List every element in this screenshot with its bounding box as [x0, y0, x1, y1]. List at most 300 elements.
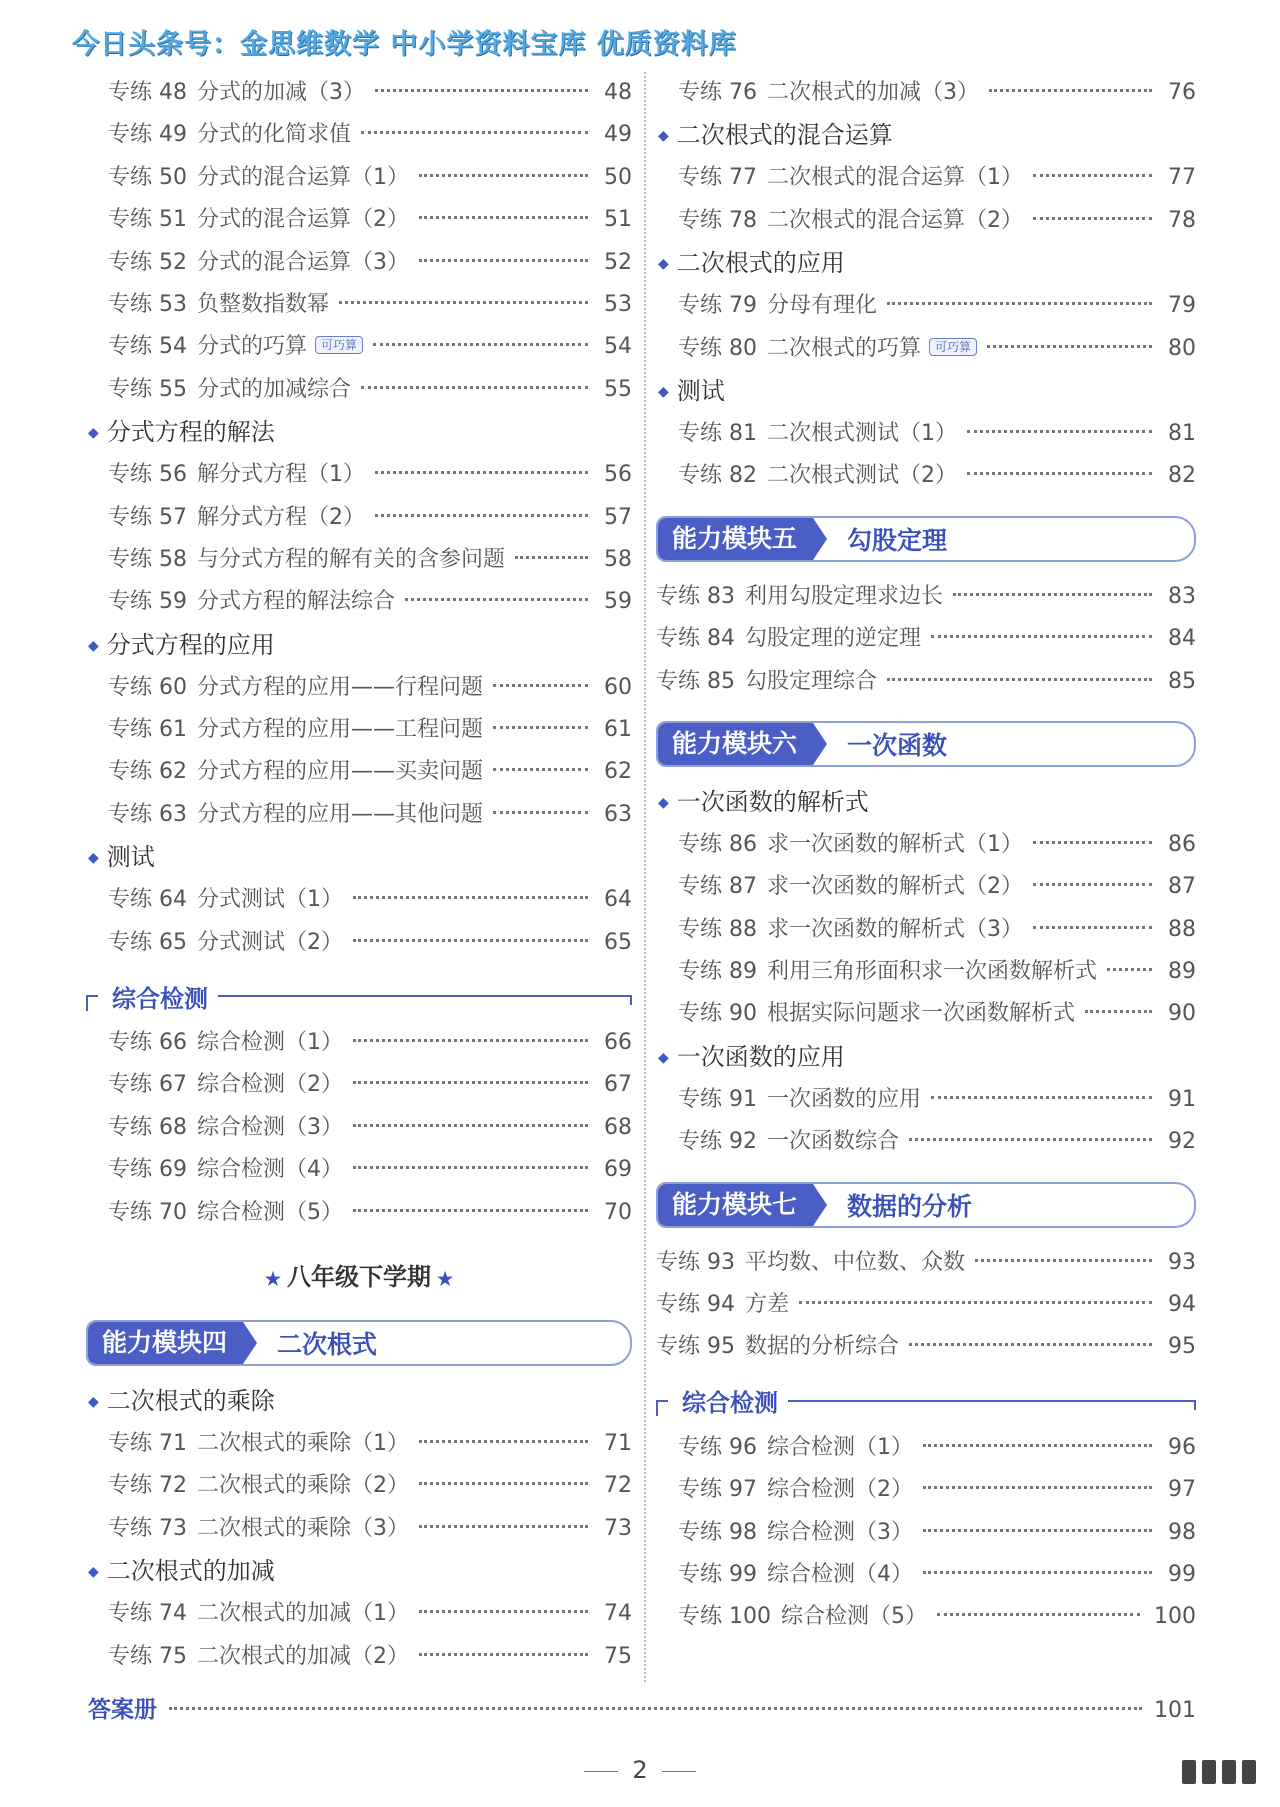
dot-leader [493, 726, 588, 729]
toc-entry[interactable] [656, 1284, 1196, 1326]
section-heading [86, 836, 632, 879]
entry-number: 专练 55 [108, 376, 187, 402]
entry-number: 专练 65 [108, 929, 187, 955]
entry-number: 专练 89 [678, 959, 757, 985]
watermark-bar [1202, 1760, 1216, 1784]
entry-number: 专练 53 [108, 291, 187, 317]
entry-title: 利用勾股定理求边长 [745, 583, 944, 609]
toc-entry[interactable] [86, 284, 632, 326]
entry-page: 75 [604, 1643, 632, 1669]
entry-page: 83 [1168, 583, 1196, 609]
entry-number: 专练 62 [108, 759, 187, 785]
answer-book-entry[interactable] [88, 1690, 1196, 1730]
dot-leader [493, 684, 588, 687]
module-label: 能力模块七 [658, 1184, 813, 1226]
footer-dash-right [662, 1771, 696, 1772]
toc-entry[interactable] [86, 667, 632, 709]
entry-page: 51 [604, 207, 632, 233]
entry-title: 综合检测（1） [197, 1030, 343, 1056]
entry-page: 49 [604, 122, 632, 148]
module-header [656, 516, 1196, 562]
entry-number: 专练 77 [678, 165, 757, 191]
dot-leader [1033, 217, 1152, 220]
heading-rule [218, 995, 630, 997]
module-header [86, 1320, 632, 1366]
entry-page: 92 [1168, 1129, 1196, 1155]
entry-title: 求一次函数的解析式（3） [767, 916, 1023, 942]
toc-entry[interactable] [656, 661, 1196, 703]
toc-entry[interactable] [86, 581, 632, 623]
page-number: 2 [632, 1756, 648, 1784]
dot-leader [419, 1525, 588, 1528]
toc-entry[interactable] [86, 1022, 632, 1064]
entry-page: 67 [604, 1072, 632, 1098]
entry-page: 64 [604, 887, 632, 913]
entry-number: 专练 72 [108, 1473, 187, 1499]
section-title: 测试 [676, 376, 725, 405]
toc-entry[interactable] [656, 285, 1196, 327]
section-title: 二次根式的乘除 [106, 1386, 275, 1415]
section-heading [656, 114, 1196, 157]
toc-entry[interactable] [656, 1242, 1196, 1284]
dot-leader [923, 1529, 1152, 1532]
entry-title: 勾股定理的逆定理 [745, 626, 922, 652]
entry-page: 72 [604, 1473, 632, 1499]
dot-leader [909, 1343, 1152, 1346]
toc-entry[interactable] [86, 1423, 632, 1465]
section-heading [656, 242, 1196, 285]
toc-entry[interactable] [86, 751, 632, 793]
watermark-bar [1182, 1760, 1196, 1784]
entry-title: 二次根式的加减（2） [197, 1643, 409, 1669]
entry-page: 59 [604, 589, 632, 615]
toc-entry[interactable] [86, 1064, 632, 1106]
entry-number: 专练 73 [108, 1515, 187, 1541]
entry-page: 96 [1168, 1434, 1196, 1460]
dot-leader [909, 1138, 1152, 1141]
entry-page: 85 [1168, 668, 1196, 694]
entry-number: 专练 96 [678, 1434, 757, 1460]
entry-number: 专练 76 [678, 80, 757, 105]
star-icon: ★ [264, 1268, 281, 1290]
section-heading [656, 370, 1196, 413]
entry-number: 专练 79 [678, 293, 757, 319]
entry-title: 分式的加减综合 [197, 376, 352, 402]
entry-title: 综合检测（4） [767, 1561, 913, 1587]
dot-leader [1085, 1010, 1152, 1013]
module-label: 能力模块六 [658, 723, 813, 765]
entry-number: 专练 90 [678, 1001, 757, 1027]
section-title: 二次根式的应用 [676, 249, 845, 278]
entry-page: 55 [604, 376, 632, 402]
entry-page: 62 [604, 759, 632, 785]
section-title: 一次函数的应用 [676, 1042, 845, 1071]
toc-entry[interactable] [86, 369, 632, 411]
diamond-icon: ◆ [88, 850, 99, 867]
entry-title: 二次根式的乘除（2） [197, 1473, 409, 1499]
section-title: 二次根式的加减 [106, 1557, 275, 1586]
entry-title: 综合检测（5） [197, 1199, 343, 1225]
entry-page: 69 [604, 1157, 632, 1183]
dot-leader [1033, 174, 1152, 177]
entry-page: 66 [604, 1030, 632, 1056]
entry-page: 81 [1168, 420, 1196, 446]
dot-leader [419, 1482, 588, 1485]
entry-number: 专练 84 [656, 626, 735, 652]
toc-entry[interactable] [656, 1554, 1196, 1596]
dot-leader [967, 430, 1152, 433]
toc-entry[interactable] [86, 497, 632, 539]
entry-number: 专练 49 [108, 122, 187, 148]
entry-number: 专练 78 [678, 207, 757, 233]
diamond-icon: ◆ [88, 1564, 99, 1581]
entry-title: 求一次函数的解析式（1） [767, 831, 1023, 857]
toc-entry[interactable] [656, 824, 1196, 866]
section-heading [86, 411, 632, 454]
dot-leader [353, 1124, 588, 1127]
entry-number: 专练 58 [108, 546, 187, 572]
entry-number: 专练 69 [108, 1157, 187, 1183]
entry-title: 根据实际问题求一次函数解析式 [767, 1001, 1076, 1027]
toc-entry[interactable] [656, 1512, 1196, 1554]
comprehensive-test-heading [86, 976, 632, 1016]
entry-page: 77 [1168, 165, 1196, 191]
entry-title: 综合检测（2） [197, 1072, 343, 1098]
toc-entry[interactable] [656, 909, 1196, 951]
footer-dash-left [584, 1771, 618, 1772]
entry-number: 专练 52 [108, 249, 187, 275]
section-heading [656, 1036, 1196, 1079]
module-label: 能力模块五 [658, 518, 813, 560]
entry-title: 综合检测（3） [767, 1519, 913, 1545]
entry-title: 综合检测（4） [197, 1157, 343, 1183]
entry-number: 专练 94 [656, 1292, 735, 1318]
toc-entry[interactable] [656, 328, 1196, 370]
entry-number: 专练 68 [108, 1114, 187, 1140]
entry-page: 74 [604, 1601, 632, 1627]
dot-leader [361, 131, 588, 134]
dot-leader [975, 1259, 1152, 1262]
section-title: 一次函数的解析式 [676, 787, 869, 816]
toc-entry[interactable] [86, 454, 632, 496]
section-heading [86, 1380, 632, 1423]
entry-number: 专练 100 [678, 1604, 771, 1630]
dot-leader [887, 302, 1152, 305]
entry-page: 98 [1168, 1519, 1196, 1545]
toc-entry[interactable] [86, 1149, 632, 1191]
dot-leader [353, 1039, 588, 1042]
entry-title: 分式测试（1） [197, 887, 343, 913]
diamond-icon: ◆ [658, 794, 669, 811]
toc-entry[interactable] [656, 1079, 1196, 1121]
entry-number: 专练 51 [108, 207, 187, 233]
entry-number: 专练 87 [678, 874, 757, 900]
entry-number: 专练 82 [678, 463, 757, 489]
entry-page: 90 [1168, 1001, 1196, 1027]
dot-leader [953, 593, 1152, 596]
semester-title: 八年级下学期 [287, 1261, 431, 1291]
entry-title: 综合检测（1） [767, 1434, 913, 1460]
dot-leader [353, 1209, 588, 1212]
entry-page: 89 [1168, 959, 1196, 985]
module-label: 能力模块四 [88, 1322, 243, 1364]
entry-number: 专练 81 [678, 420, 757, 446]
entry-page: 52 [604, 249, 632, 275]
star-icon: ★ [437, 1268, 454, 1290]
entry-title: 分母有理化 [767, 293, 878, 319]
toc-entry[interactable] [86, 1593, 632, 1635]
entry-title: 分式的化简求值 [197, 122, 352, 148]
entry-page: 99 [1168, 1561, 1196, 1587]
module-name: 一次函数 [847, 730, 948, 760]
watermark-bar [1242, 1760, 1256, 1784]
dot-leader [493, 811, 588, 814]
toc-entry[interactable] [86, 72, 632, 114]
entry-title: 一次函数综合 [767, 1129, 900, 1155]
toc-entry[interactable] [86, 1465, 632, 1507]
diamond-icon: ◆ [88, 1393, 99, 1410]
toc-entry[interactable] [656, 1427, 1196, 1469]
toc-entry[interactable] [86, 794, 632, 836]
entry-number: 专练 50 [108, 164, 187, 190]
toc-entry[interactable] [86, 1192, 632, 1234]
toc-entry[interactable] [86, 1508, 632, 1550]
entry-page: 93 [1168, 1249, 1196, 1275]
answer-book-page: 101 [1154, 1698, 1196, 1723]
dot-leader [1033, 841, 1152, 844]
entry-page: 86 [1168, 831, 1196, 857]
dot-leader [799, 1301, 1152, 1304]
entry-number: 专练 67 [108, 1072, 187, 1098]
toc-entry[interactable] [656, 1121, 1196, 1163]
entry-title: 分式方程的应用——行程问题 [197, 674, 484, 700]
dot-leader [373, 343, 588, 346]
entry-number: 专练 74 [108, 1601, 187, 1627]
toc-entry[interactable] [656, 455, 1196, 497]
entry-number: 专练 56 [108, 462, 187, 488]
toc-entry[interactable] [656, 866, 1196, 908]
entry-title: 解分式方程（1） [197, 462, 365, 488]
diamond-icon: ◆ [658, 256, 669, 273]
dot-leader [923, 1444, 1152, 1447]
toc-entry[interactable] [656, 1596, 1196, 1638]
entry-page: 79 [1168, 293, 1196, 319]
toc-entry[interactable] [656, 993, 1196, 1035]
entry-number: 专练 66 [108, 1030, 187, 1056]
toc-entry[interactable] [656, 618, 1196, 660]
toc-entry[interactable] [86, 709, 632, 751]
toc-entry[interactable] [656, 951, 1196, 993]
watermark-bar [1222, 1760, 1236, 1784]
entry-page: 97 [1168, 1477, 1196, 1503]
dot-leader [515, 556, 588, 559]
entry-page: 65 [604, 929, 632, 955]
entry-number: 专练 93 [656, 1249, 735, 1275]
entry-page: 78 [1168, 207, 1196, 233]
module-header [656, 721, 1196, 767]
dot-leader [967, 472, 1152, 475]
section-heading [86, 1550, 632, 1593]
dot-leader [931, 635, 1152, 638]
entry-number: 专练 60 [108, 674, 187, 700]
entry-title: 分式的混合运算（2） [197, 207, 409, 233]
entry-title: 二次根式测试（1） [767, 420, 957, 446]
entry-number: 专练 59 [108, 589, 187, 615]
dot-leader [887, 678, 1152, 681]
entry-title: 方差 [745, 1292, 790, 1318]
section-title: 测试 [106, 843, 155, 872]
dot-leader [923, 1571, 1152, 1574]
toc-entry[interactable] [86, 114, 632, 156]
toc-entry[interactable] [86, 326, 632, 368]
entry-title: 分式的混合运算（3） [197, 249, 409, 275]
answer-book-title: 答案册 [88, 1697, 157, 1723]
toc-entry[interactable] [656, 72, 1196, 114]
entry-title: 二次根式的乘除（1） [197, 1430, 409, 1456]
entry-title: 数据的分析综合 [745, 1334, 900, 1360]
diamond-icon: ◆ [658, 1049, 669, 1066]
entry-page: 82 [1168, 463, 1196, 489]
entry-number: 专练 48 [108, 80, 187, 105]
entry-number: 专练 54 [108, 334, 187, 360]
toc-entry[interactable] [86, 539, 632, 581]
dot-leader [419, 216, 588, 219]
entry-page: 73 [604, 1515, 632, 1541]
heading-rule-end [1194, 1400, 1196, 1410]
entry-number: 专练 85 [656, 668, 735, 694]
entry-number: 专练 91 [678, 1086, 757, 1112]
entry-page: 71 [604, 1430, 632, 1456]
entry-title: 二次根式的混合运算（1） [767, 165, 1023, 191]
dot-leader [339, 301, 588, 304]
entry-number: 专练 61 [108, 717, 187, 743]
entry-title: 分式方程的应用——买卖问题 [197, 759, 484, 785]
corner-watermark [1182, 1760, 1256, 1784]
dot-leader [1033, 926, 1152, 929]
entry-number: 专练 63 [108, 801, 187, 827]
toc-entry[interactable] [656, 1469, 1196, 1511]
dot-leader [1033, 883, 1152, 886]
toc-entry[interactable] [656, 157, 1196, 199]
entry-page: 63 [604, 801, 632, 827]
toc-entry[interactable] [86, 157, 632, 199]
dot-leader [375, 471, 588, 474]
comprehensive-test-title: 综合检测 [682, 1389, 778, 1418]
toc-entry[interactable] [656, 576, 1196, 618]
toc-entry[interactable] [656, 200, 1196, 242]
entry-number: 专练 99 [678, 1561, 757, 1587]
dot-leader [405, 598, 588, 601]
toc-entry[interactable] [86, 199, 632, 241]
entry-number: 专练 71 [108, 1430, 187, 1456]
toc-entry[interactable] [86, 242, 632, 284]
entry-number: 专练 88 [678, 916, 757, 942]
entry-title: 综合检测（2） [767, 1477, 913, 1503]
entry-number: 专练 80 [678, 335, 757, 361]
semester-heading [86, 1252, 632, 1302]
entry-title: 求一次函数的解析式（2） [767, 874, 1023, 900]
entry-title: 负整数指数幂 [197, 291, 330, 317]
entry-page: 53 [604, 291, 632, 317]
quick-calc-badge: 可巧算 [315, 336, 363, 354]
entry-page: 80 [1168, 335, 1196, 361]
entry-page: 84 [1168, 626, 1196, 652]
heading-rule [788, 1400, 1194, 1402]
entry-title: 二次根式的加减（3） [767, 80, 979, 105]
dot-leader [353, 896, 588, 899]
entry-page: 88 [1168, 916, 1196, 942]
dot-leader [361, 386, 588, 389]
toc-entry[interactable] [86, 1636, 632, 1678]
module-header [656, 1182, 1196, 1228]
dot-leader [989, 89, 1152, 92]
dot-leader [419, 1610, 588, 1613]
bracket-icon [86, 995, 98, 1011]
dot-leader [419, 174, 588, 177]
entry-title: 解分式方程（2） [197, 504, 365, 530]
entry-title: 平均数、中位数、众数 [745, 1249, 966, 1275]
toc-entry[interactable] [86, 879, 632, 921]
bracket-icon [656, 1400, 668, 1416]
entry-page: 87 [1168, 874, 1196, 900]
comprehensive-test-title: 综合检测 [112, 984, 208, 1013]
entry-page: 95 [1168, 1334, 1196, 1360]
entry-page: 76 [1168, 80, 1196, 105]
entry-title: 综合检测（3） [197, 1114, 343, 1140]
dot-leader [353, 1166, 588, 1169]
dot-leader [419, 1653, 588, 1656]
diamond-icon: ◆ [88, 637, 99, 654]
entry-title: 分式的混合运算（1） [197, 164, 409, 190]
module-name: 勾股定理 [847, 525, 948, 555]
entry-number: 专练 97 [678, 1477, 757, 1503]
entry-page: 56 [604, 462, 632, 488]
toc-entry[interactable] [656, 413, 1196, 455]
entry-title: 分式的巧算 [197, 334, 308, 360]
entry-title: 分式的加减（3） [197, 80, 365, 105]
toc-entry[interactable] [86, 1107, 632, 1149]
diamond-icon: ◆ [88, 425, 99, 442]
section-heading [656, 781, 1196, 824]
entry-title: 利用三角形面积求一次函数解析式 [767, 959, 1098, 985]
entry-title: 一次函数的应用 [767, 1086, 922, 1112]
entry-page: 68 [604, 1114, 632, 1140]
dot-leader [923, 1486, 1152, 1489]
comprehensive-test-heading [656, 1381, 1196, 1421]
entry-title: 分式测试（2） [197, 929, 343, 955]
module-name: 二次根式 [277, 1329, 378, 1359]
entry-page: 57 [604, 504, 632, 530]
entry-number: 专练 83 [656, 583, 735, 609]
entry-number: 专练 64 [108, 887, 187, 913]
toc-entry[interactable] [86, 922, 632, 964]
entry-number: 专练 95 [656, 1334, 735, 1360]
module-name: 数据的分析 [847, 1191, 973, 1221]
entry-page: 60 [604, 674, 632, 700]
entry-title: 分式方程的应用——其他问题 [197, 801, 484, 827]
entry-number: 专练 75 [108, 1643, 187, 1669]
entry-number: 专练 57 [108, 504, 187, 530]
entry-title: 勾股定理综合 [745, 668, 878, 694]
entry-title: 分式方程的应用——工程问题 [197, 717, 484, 743]
dot-leader [169, 1707, 1142, 1710]
column-divider [644, 72, 646, 1682]
quick-calc-badge: 可巧算 [929, 338, 977, 356]
entry-page: 94 [1168, 1292, 1196, 1318]
dot-leader [375, 89, 588, 92]
dot-leader [419, 1440, 588, 1443]
toc-entry[interactable] [656, 1326, 1196, 1368]
